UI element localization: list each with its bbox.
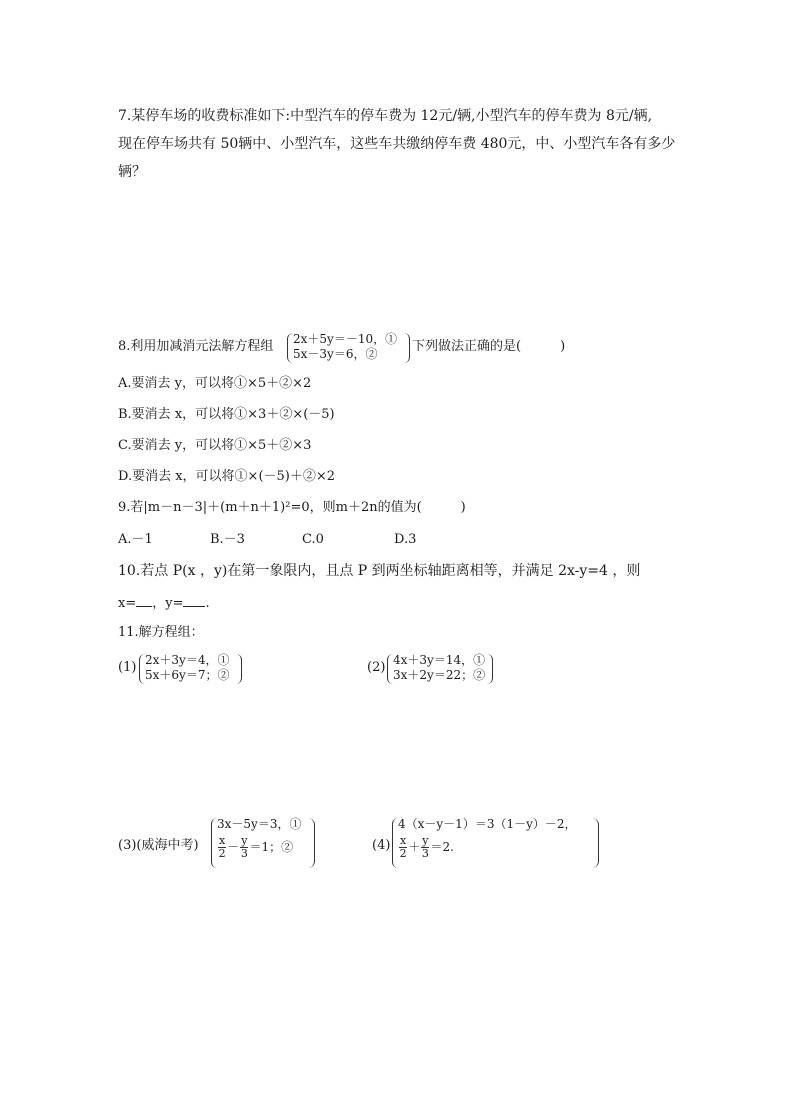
q11-p1-eq-1: 2x＋3y＝4，① xyxy=(145,653,230,667)
q7-line-3: 辆？ xyxy=(118,164,146,180)
q11-p2-eq-2: 3x＋2y＝22；② xyxy=(393,668,486,682)
q9-option-d: D.3 xyxy=(394,532,417,547)
q11-p4-right-brace xyxy=(592,818,599,868)
q11-p4-eq-1: 4（x－y－1）＝3（1－y）－2， xyxy=(398,817,577,831)
q7-line-1: 7.某停车场的收费标准如下:中型汽车的停车费为 12元/辆,小型汽车的停车费为 8元/辆, xyxy=(118,108,653,124)
q11-p1-label: (1) xyxy=(118,660,137,675)
q11-p4-label: (4) xyxy=(372,838,391,853)
q8-prefix: 8.利用加减消元法解方程组 xyxy=(118,339,274,354)
q8-suffix: 下列做法正确的是( ) xyxy=(412,339,566,354)
q10-x-label: x= xyxy=(118,596,137,611)
q11-p3-system xyxy=(217,817,301,860)
q11-p4-frac-x: $\frac{x}{2}$ xyxy=(399,834,407,860)
q8-right-brace xyxy=(404,333,410,363)
q11-p4-system xyxy=(398,817,577,860)
q11-p1-right-brace xyxy=(236,654,242,684)
q11-p3-frac-x: $\frac{x}{2}$ xyxy=(218,834,226,860)
q11-p2-right-brace xyxy=(487,654,493,684)
q10-answer-line xyxy=(118,594,210,612)
q11-p2-system xyxy=(393,653,485,683)
q10-line-1: 10.若点 P(x ，y)在第一象限内，且点 P 到两坐标轴距离相等，并满足 2x-y=4 ，则 xyxy=(118,563,641,579)
q11-title: 11.解方程组： xyxy=(118,625,204,640)
q11-p1-system xyxy=(145,653,229,683)
q8-eq-1: 2x＋5y＝－10，① xyxy=(293,332,398,346)
q9-option-b: B.－3 xyxy=(210,532,245,547)
q11-p3-right-brace xyxy=(308,818,315,868)
q7-line-2: 现在停车场共有 50辆中、小型汽车，这些车共缴纳停车费 480元，中、小型汽车各有多少 xyxy=(118,136,676,152)
q8-option-b: B.要消去 x，可以将①×3＋②×(－5) xyxy=(118,407,335,422)
q8-option-a: A.要消去 y，可以将①×5＋②×2 xyxy=(118,376,312,391)
q8-option-c: C.要消去 y，可以将①×5＋②×3 xyxy=(118,438,312,453)
q11-p2-eq-1: 4x＋3y＝14，① xyxy=(393,653,486,667)
q11-p3-eq-1: 3x－5y＝3，① xyxy=(217,817,302,831)
q11-p2-label: (2) xyxy=(367,660,386,675)
q8-option-d: D.要消去 x，可以将①×(－5)＋②×2 xyxy=(118,469,336,484)
q10-y-blank[interactable] xyxy=(183,594,205,607)
q8-eq-2: 5x－3y＝6，② xyxy=(293,347,378,361)
q11-p4-eq-2: $\frac{x}{2}$ ＋ $\frac{y}{3}$ ＝2. xyxy=(399,834,454,860)
q11-p3-label: (3)(威海中考) xyxy=(118,838,199,853)
q9-option-a: A.－1 xyxy=(118,532,153,547)
q8-equation-system xyxy=(293,332,397,362)
q9-stem: 9.若|m－n－3|＋(m＋n＋1)²=0，则m＋2n的值为( ) xyxy=(118,500,466,515)
q10-x-blank[interactable] xyxy=(136,594,152,607)
q10-y-label: ，y= xyxy=(152,596,184,611)
q11-p3-frac-y: $\frac{y}{3}$ xyxy=(240,834,248,860)
q9-option-c: C.0 xyxy=(302,532,324,547)
q11-p3-eq-2: $\frac{x}{2}$ － $\frac{y}{3}$ ＝1；② xyxy=(218,834,294,860)
q11-p4-frac-y: $\frac{y}{3}$ xyxy=(421,834,429,860)
q11-p1-eq-2: 5x＋6y＝7；② xyxy=(145,668,230,682)
q10-end: . xyxy=(205,596,210,611)
